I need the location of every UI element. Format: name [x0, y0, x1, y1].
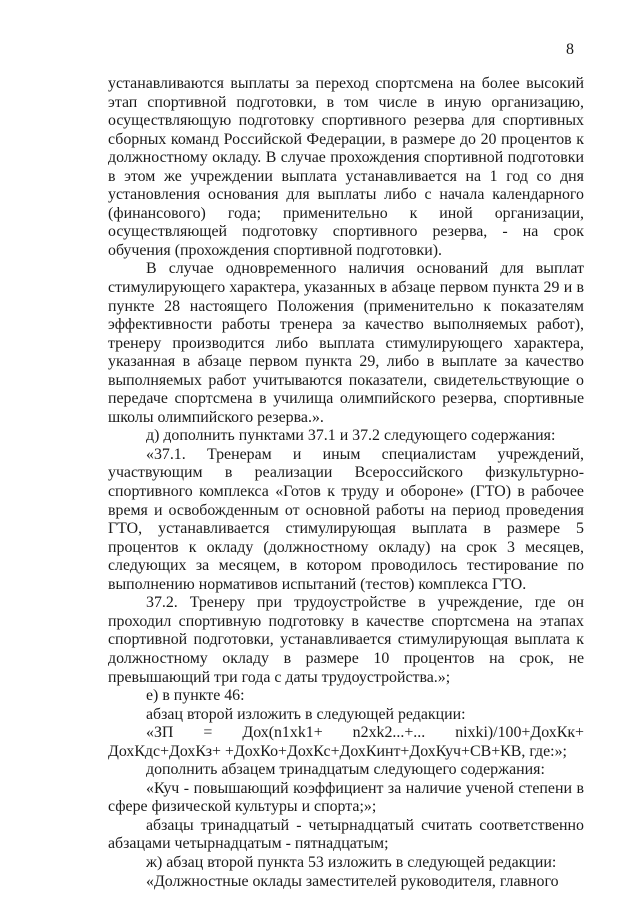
paragraph-6: е) в пункте 46: [146, 687, 245, 705]
paragraph-1: устанавливаются выплаты за переход спортсмена на более высокий этап спортивной подготовки, в том числе в иную организацию, осуществляющую подготовку спортивного резерва для спортивных сборных команд Российской Федерации, в размере до 20 процентов к должностному окладу. В случае прохождения спортивной подготовки в этом же учреждении выплата устанавливается на 1 год со дня установления основания для выплаты либо с начала календарного (финансового) года; применительно к иной организации, осуществляющей подготовку спортивного резерва, - на срок обучения (прохождения спортивной подготовки). [108, 75, 584, 259]
paragraph-7: абзац второй изложить в следующей редакции: [146, 705, 466, 723]
paragraph-12: ж) абзац второй пункта 53 изложить в следующей редакции: [146, 853, 557, 871]
paragraph-13: «Должностные оклады заместителей руководителя, главного [146, 872, 559, 890]
paragraph-10: «Куч - повышающий коэффициент за наличие ученой степени в сфере физической культуры и спорта;»; [108, 779, 584, 816]
page-number: 8 [566, 41, 574, 58]
paragraph-5: 37.2. Тренеру при трудоустройстве в учреждение, где он проходил спортивную подготовку в качестве спортсмена на этапах спортивной подготовки, устанавливается стимулирующая выплата к должностному окладу в размере 10 процентов на срок, не превышающий три года с даты трудоустройства.»; [108, 594, 584, 686]
paragraph-9: дополнить абзацем тринадцатым следующего содержания: [146, 761, 545, 779]
paragraph-2: В случае одновременного наличия оснований для выплат стимулирующего характера, указанных в абзаце первом пункта 29 и в пункте 28 настоящего Положения (применительно к показателям эффективности работы тренера за качество выполняемых работ), тренеру производится либо выплата стимулирующего характера, указанная в абзаце первом пункта 29, либо в выплате за качество выполняемых работ учитываются показатели, свидетельствующие о передаче спортсмена в училища олимпийского резерва, спортивные школы олимпийского резерва.». [108, 260, 584, 426]
paragraph-4: «37.1. Тренерам и иным специалистам учреждений, участвующим в реализации Всероссийского физкультурно-спортивного комплекса «Готов к труду и обороне» (ГТО) в рабочее время и освобожденным от основной работы на период проведения ГТО, устанавливается стимулирующая выплата в размере 5 процентов к окладу (должностному окладу) на срок 3 месяцев, следующих за месяцем, в котором проводилось тестирование по выполнению нормативов испытаний (тестов) комплекса ГТО. [108, 445, 584, 593]
paragraph-11: абзацы тринадцатый - четырнадцатый считать соответственно абзацами четырнадцатым - пятнадцатым; [108, 816, 584, 853]
document-body [108, 75, 584, 891]
paragraph-8-formula: «ЗП = Дох(n1xk1+ n2xk2...+... nixki)/100+ДохКк+ ДохКдс+ДохКз+ +ДохКо+ДохКс+ДохКинт+ДохКуч+СВ+КВ, где:»; [108, 724, 584, 760]
paragraph-3: д) дополнить пунктами 37.1 и 37.2 следующего содержания: [146, 427, 556, 445]
